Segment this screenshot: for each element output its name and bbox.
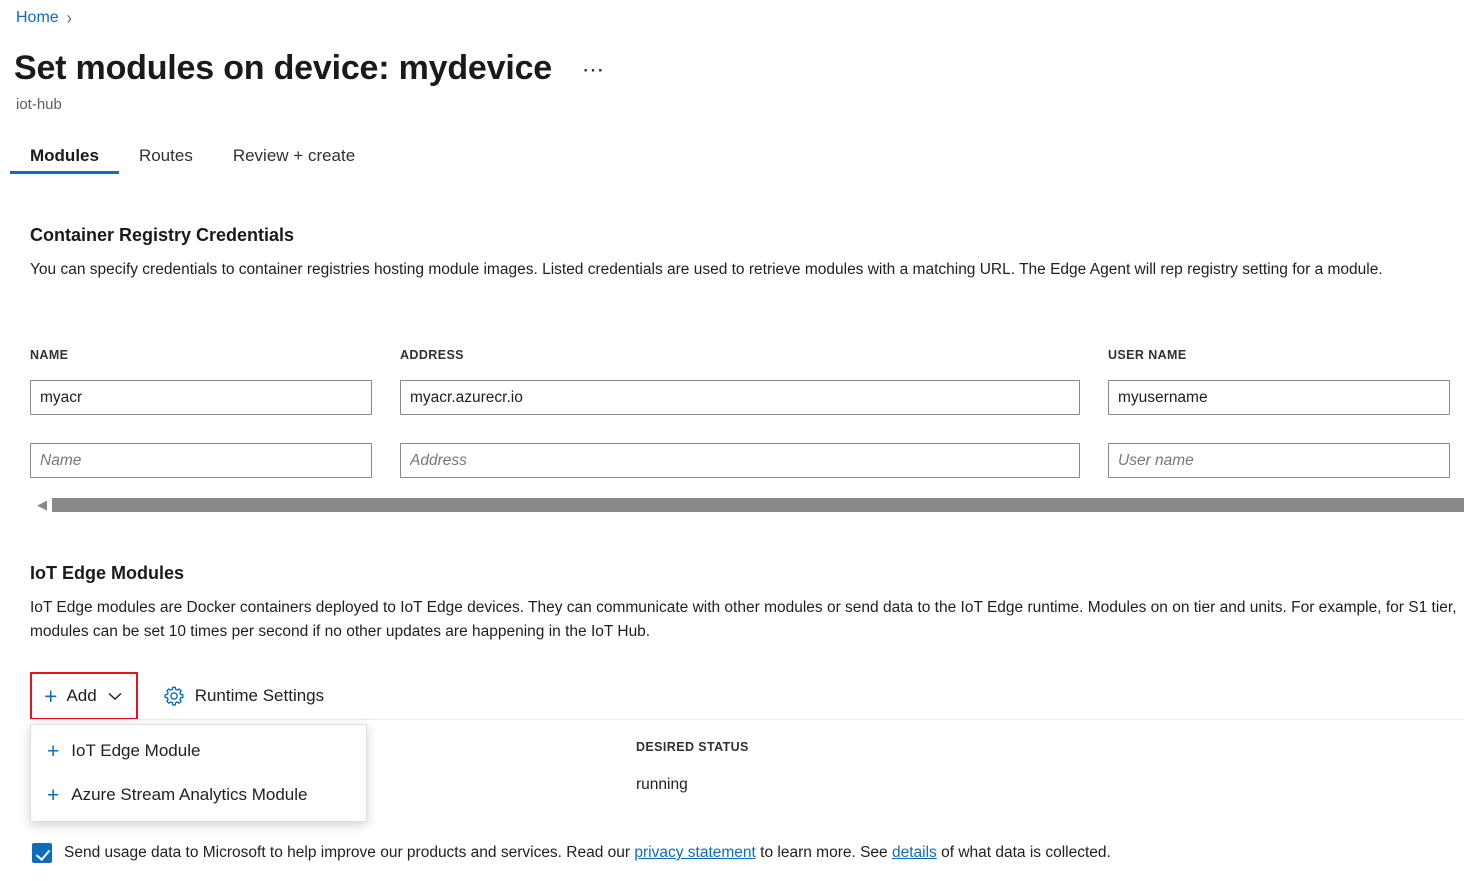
scrollbar-track[interactable] bbox=[52, 498, 1464, 512]
page-title: Set modules on device: mydevice bbox=[14, 49, 552, 87]
usage-data-text bbox=[64, 844, 1111, 862]
gear-icon bbox=[163, 685, 185, 707]
send-usage-data-checkbox[interactable] bbox=[32, 843, 52, 863]
chevron-down-icon bbox=[108, 692, 122, 701]
add-button[interactable] bbox=[30, 672, 138, 720]
registry-section-description: You can specify credentials to container registries hosting module images. Listed credentials are used to retrieve modules with a matching URL. The Edge Agent will rep registry setting for a module. bbox=[30, 261, 1383, 278]
menu-item-label: Azure Stream Analytics Module bbox=[71, 785, 308, 804]
usage-text-before: Send usage data to Microsoft to help improve our products and services. Read our bbox=[64, 844, 635, 861]
page-subtitle: iot-hub bbox=[16, 96, 62, 113]
runtime-settings-label: Runtime Settings bbox=[194, 686, 325, 705]
chevron-right-icon: › bbox=[66, 7, 72, 29]
module-desired-status-value: running bbox=[636, 776, 688, 793]
registry-name-input-new[interactable] bbox=[30, 443, 372, 478]
breadcrumb bbox=[16, 9, 72, 27]
scroll-left-arrow-icon[interactable]: ◀ bbox=[37, 497, 47, 512]
horizontal-scrollbar[interactable] bbox=[32, 494, 1464, 516]
tab-bar bbox=[10, 142, 375, 178]
details-link[interactable]: details bbox=[891, 844, 937, 861]
usage-text-middle: to learn more. See bbox=[755, 844, 892, 861]
toolbar-divider bbox=[30, 719, 1464, 720]
plus-icon: + bbox=[47, 783, 60, 807]
column-label-name: NAME bbox=[30, 348, 69, 362]
runtime-settings-button[interactable] bbox=[151, 672, 336, 720]
column-label-address: ADDRESS bbox=[400, 348, 464, 362]
menu-item-azure-stream-analytics-module[interactable] bbox=[31, 773, 366, 817]
scrollbar-thumb[interactable] bbox=[52, 498, 1464, 512]
plus-icon: + bbox=[44, 682, 58, 709]
column-label-desired-status: DESIRED STATUS bbox=[636, 740, 749, 754]
usage-data-footer bbox=[32, 843, 1111, 863]
column-label-username: USER NAME bbox=[1108, 348, 1187, 362]
title-row bbox=[14, 48, 609, 88]
registry-address-input-row1[interactable] bbox=[400, 380, 1080, 415]
plus-icon: + bbox=[47, 739, 60, 763]
add-button-label: Add bbox=[66, 686, 97, 705]
registry-name-input-row1[interactable] bbox=[30, 380, 372, 415]
menu-item-label: IoT Edge Module bbox=[71, 741, 201, 760]
modules-section-heading: IoT Edge Modules bbox=[30, 563, 185, 583]
tab-modules[interactable]: Modules bbox=[10, 142, 119, 178]
menu-item-iot-edge-module[interactable] bbox=[31, 729, 366, 773]
registry-section-heading: Container Registry Credentials bbox=[30, 225, 295, 245]
registry-address-input-new[interactable] bbox=[400, 443, 1080, 478]
registry-username-input-row1[interactable] bbox=[1108, 380, 1450, 415]
tab-review-create[interactable]: Review + create bbox=[232, 146, 356, 165]
breadcrumb-home-link[interactable]: Home bbox=[16, 9, 59, 26]
modules-toolbar bbox=[30, 672, 336, 720]
modules-section-description: IoT Edge modules are Docker containers deployed to IoT Edge devices. They can communicate with other modules or send data to the IoT Edge runtime. Modules on on tier and units. For example, for S1 tier, modules can be set 10 times per second if no other updates are happening in the IoT Hub. bbox=[30, 599, 1457, 640]
privacy-statement-link[interactable]: privacy statement bbox=[634, 844, 756, 861]
add-dropdown-menu bbox=[30, 724, 367, 822]
tab-routes[interactable]: Routes bbox=[138, 146, 193, 165]
registry-username-input-new[interactable] bbox=[1108, 443, 1450, 478]
usage-text-after: of what data is collected. bbox=[936, 844, 1111, 861]
more-options-icon[interactable]: ⋯ bbox=[582, 57, 605, 82]
